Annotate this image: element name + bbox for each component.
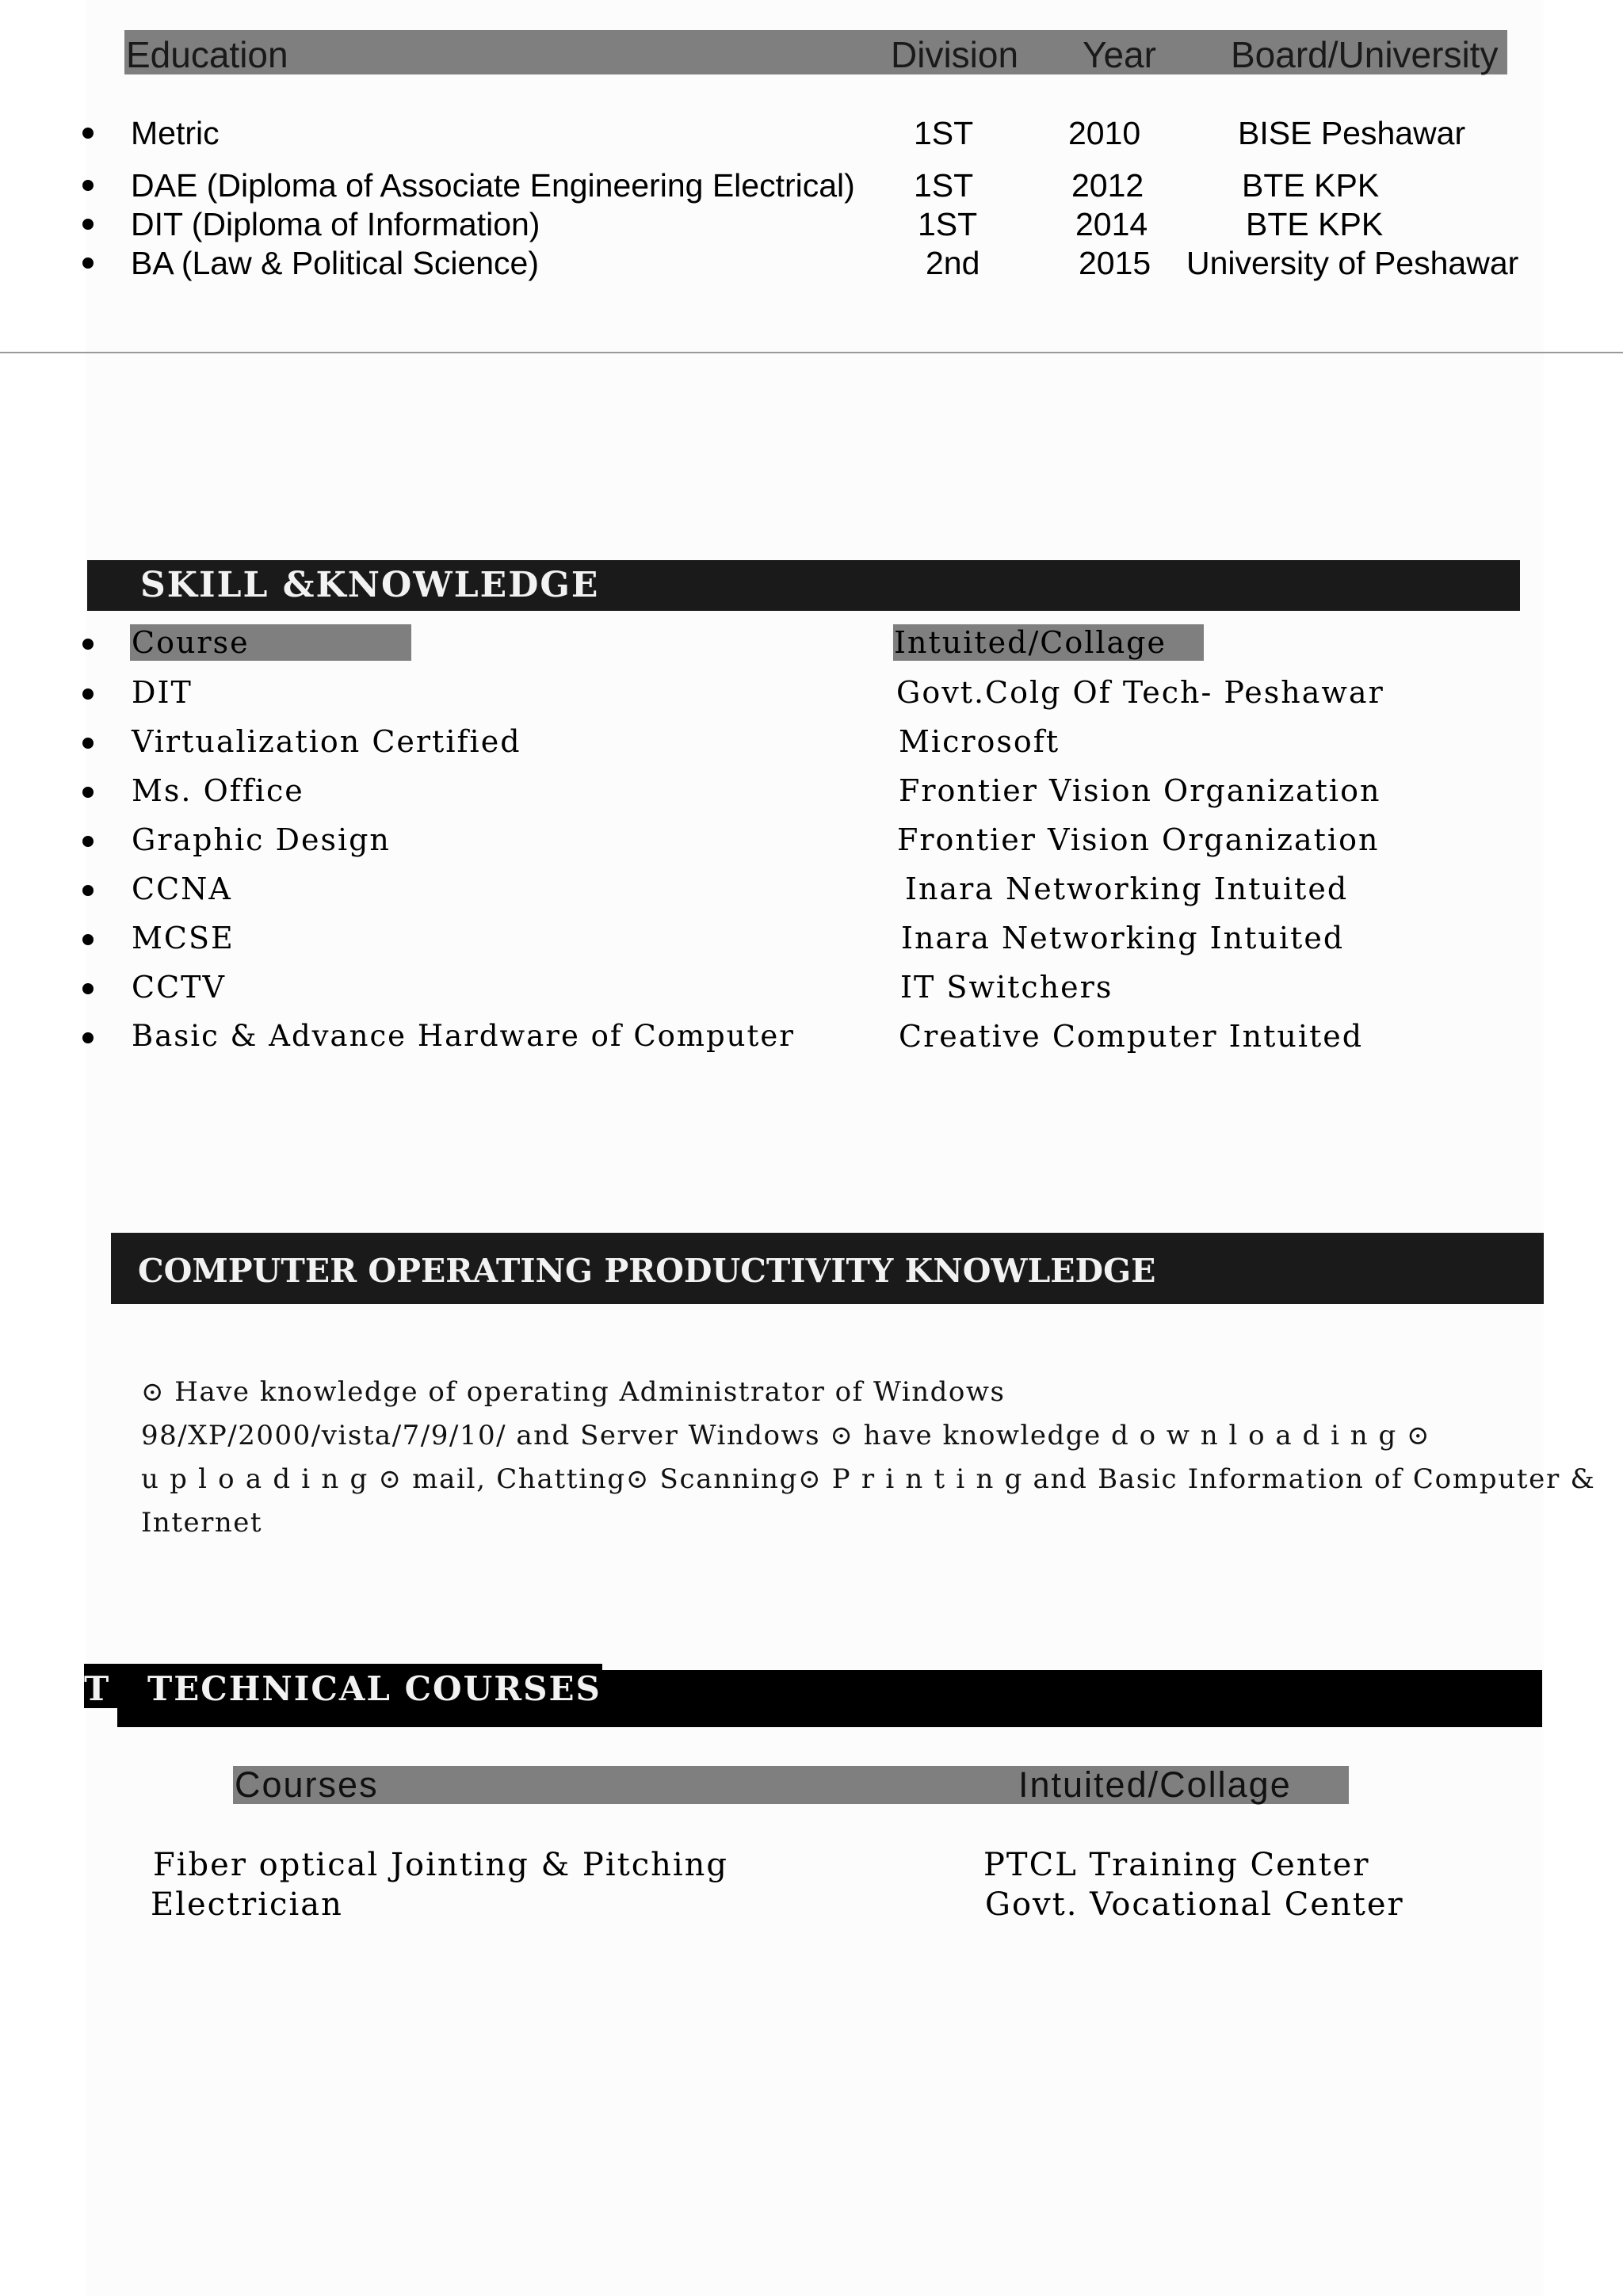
skill-institute: Govt.Colg Of Tech- Peshawar xyxy=(896,675,1384,710)
bullet-icon xyxy=(82,180,94,191)
education-year: 2010 xyxy=(1068,115,1141,151)
education-division: 2nd xyxy=(926,245,980,281)
resume-page xyxy=(86,0,1596,2296)
section-divider xyxy=(0,352,1623,353)
skill-institute: Frontier Vision Organization xyxy=(899,773,1381,808)
technical-institute-header: Intuited/Collage xyxy=(1018,1764,1292,1805)
education-division: 1ST xyxy=(914,167,974,204)
technical-institute: Govt. Vocational Center xyxy=(985,1886,1404,1923)
bullet-icon xyxy=(82,639,94,650)
education-degree: DAE (Diploma of Associate Engineering Electrical) xyxy=(131,167,855,204)
technical-stray-letter: T xyxy=(84,1669,109,1708)
skill-course: CCTV xyxy=(132,970,226,1005)
bullet-icon xyxy=(82,836,94,847)
education-degree: Metric xyxy=(131,115,220,151)
skills-course-header: Course xyxy=(132,625,250,660)
skill-course: Virtualization Certified xyxy=(132,724,521,759)
computer-title: COMPUTER OPERATING PRODUCTIVITY KNOWLEDGE xyxy=(138,1252,1156,1290)
bullet-icon xyxy=(82,688,94,700)
skill-institute: Microsoft xyxy=(899,724,1060,759)
skill-course: CCNA xyxy=(132,871,232,906)
division-heading: Division xyxy=(891,34,1019,75)
technical-course-header: Courses xyxy=(235,1764,379,1805)
education-division: 1ST xyxy=(918,206,978,242)
technical-course: Electrician xyxy=(151,1886,343,1923)
skill-course: MCSE xyxy=(132,921,235,955)
skill-institute: Creative Computer Intuited xyxy=(899,1019,1364,1054)
education-division: 1ST xyxy=(914,115,974,151)
computer-knowledge-paragraph xyxy=(141,1371,1596,1545)
technical-title: TECHNICAL COURSES xyxy=(147,1669,601,1708)
bullet-icon xyxy=(82,787,94,798)
bullet-icon xyxy=(82,738,94,749)
education-board: University of Peshawar xyxy=(1186,245,1519,281)
paragraph-line: Internet xyxy=(141,1507,263,1539)
skill-course: Graphic Design xyxy=(132,822,391,857)
paragraph-line: ⊙ Have knowledge of operating Administrator of Windows xyxy=(141,1376,1006,1408)
education-degree: BA (Law & Political Science) xyxy=(131,245,540,281)
skill-course: Ms. Office xyxy=(132,773,304,808)
bullet-icon xyxy=(82,983,94,994)
education-board: BTE KPK xyxy=(1242,167,1380,204)
bullet-icon xyxy=(82,1032,94,1043)
skill-institute: Frontier Vision Organization xyxy=(897,822,1380,857)
skills-title: SKILL &KNOWLEDGE xyxy=(140,565,600,605)
education-board: BISE Peshawar xyxy=(1238,115,1466,151)
skill-institute: Inara Networking Intuited xyxy=(901,921,1345,955)
technical-institute: PTCL Training Center xyxy=(983,1847,1370,1883)
skill-course: Basic & Advance Hardware of Computer xyxy=(132,1019,795,1053)
bullet-icon xyxy=(82,128,94,139)
paragraph-line: 98/XP/2000/vista/7/9/10/ and Server Windows ⊙ have knowledge d o w n l o a d i n g ⊙ xyxy=(141,1420,1431,1451)
bullet-icon xyxy=(82,885,94,896)
board-heading: Board/University xyxy=(1231,34,1499,75)
skills-institute-header: Intuited/Collage xyxy=(894,625,1167,660)
education-heading: Education xyxy=(126,34,288,75)
bullet-icon xyxy=(82,257,94,269)
education-degree: DIT (Diploma of Information) xyxy=(131,206,540,242)
skill-course: DIT xyxy=(132,675,193,710)
bullet-icon xyxy=(82,219,94,230)
year-heading: Year xyxy=(1083,34,1156,75)
bullet-icon xyxy=(82,934,94,945)
education-year: 2012 xyxy=(1071,167,1144,204)
technical-course: Fiber optical Jointing & Pitching xyxy=(153,1847,729,1883)
education-board: BTE KPK xyxy=(1246,206,1384,242)
skill-institute: Inara Networking Intuited xyxy=(905,871,1349,906)
paragraph-line: u p l o a d i n g ⊙ mail, Chatting⊙ Scanning⊙ P r i n t i n g and Basic Information of Computer & xyxy=(141,1463,1596,1495)
skill-institute: IT Switchers xyxy=(900,970,1113,1005)
education-year: 2014 xyxy=(1075,206,1148,242)
education-year: 2015 xyxy=(1079,245,1151,281)
